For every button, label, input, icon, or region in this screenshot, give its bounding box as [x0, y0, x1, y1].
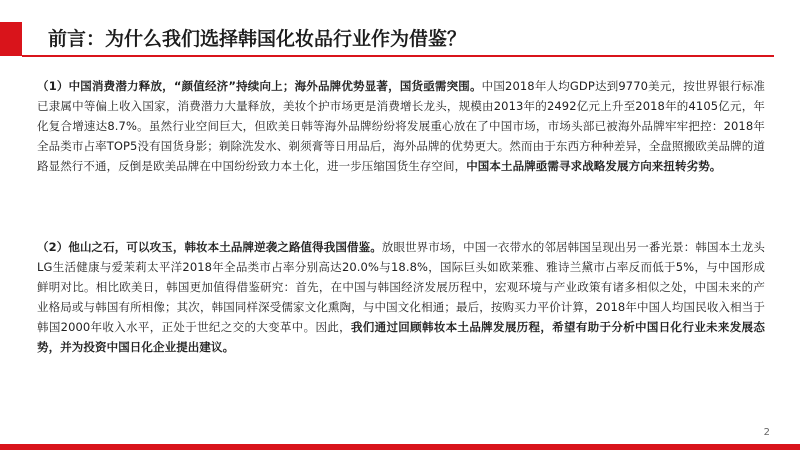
- title-divider: [22, 55, 774, 57]
- paragraph-consumption: [37, 76, 765, 176]
- paragraph-consumption-tail: 中国本土品牌亟需寻求战略发展方向来扭转劣势。: [466, 159, 722, 173]
- paragraph-korea-body: 放眼世界市场，中国一衣带水的邻居韩国呈现出另一番光景：韩国本土龙头LG生活健康与爱茉莉太平洋2018年全品类市占率分别高达20.0%与18.8%，国际巨头如欧莱雅、雅诗兰黛市占率反而低于5%，与中国形成鲜明对比。相比欧美日，韩国更加值得借鉴研究：首先，在中国与韩国经济发展历程中，宏观环境与产业政策有诸多相似之处，中国未来的产业格局或与韩国有所相像；其次，韩国同样深受儒家文化熏陶，与中国文化相通；最后，按购买力平价计算，2018年中国人均国民收入相当于韩国2000年收入水平，正处于世纪之交的大变革中。因此，: [37, 240, 766, 334]
- page-title: 前言：为什么我们选择韩国化妆品行业作为借鉴？: [48, 28, 467, 50]
- paragraph-korea-lesson: [37, 237, 765, 357]
- page-number: 2: [763, 427, 770, 438]
- paragraph-korea-lead: （2）他山之石，可以攻玉，韩妆本土品牌逆袭之路值得我国借鉴。: [37, 240, 382, 254]
- paragraph-korea-tail: 我们通过回顾韩妆本土品牌发展历程，希望有助于分析中国日化行业未来发展态势，并为投资中国日化企业提出建议。: [37, 320, 765, 354]
- title-accent-bar: [0, 22, 22, 56]
- footer-accent-bar: [0, 444, 800, 450]
- paragraph-consumption-lead: （1）中国消费潜力释放，“颜值经济”持续向上；海外品牌优势显著，国货亟需突围。: [37, 79, 482, 93]
- paragraph-consumption-body: 中国2018年人均GDP达到9770美元，按世界银行标准已隶属中等偏上收入国家，消费潜力大量释放，美妆个护市场更是消费增长龙头，规模由2013年的2492亿元上升至2018年的4105亿元，年化复合增速达8.7%。虽然行业空间巨大，但欧美日韩等海外品牌纷纷将发展重心放在了中国市场，市场头部已被海外品牌牢牢把控：2018年全品类市占率TOP5没有国货身影；剃除洗发水、剃须膏等日用品后，海外品牌的优势更大。然而由于东西方种种差异，全盘照搬欧美品牌的道路显然行不通，反倒是欧美品牌在中国纷纷致力本土化，进一步压缩国货生存空间，: [37, 79, 766, 173]
